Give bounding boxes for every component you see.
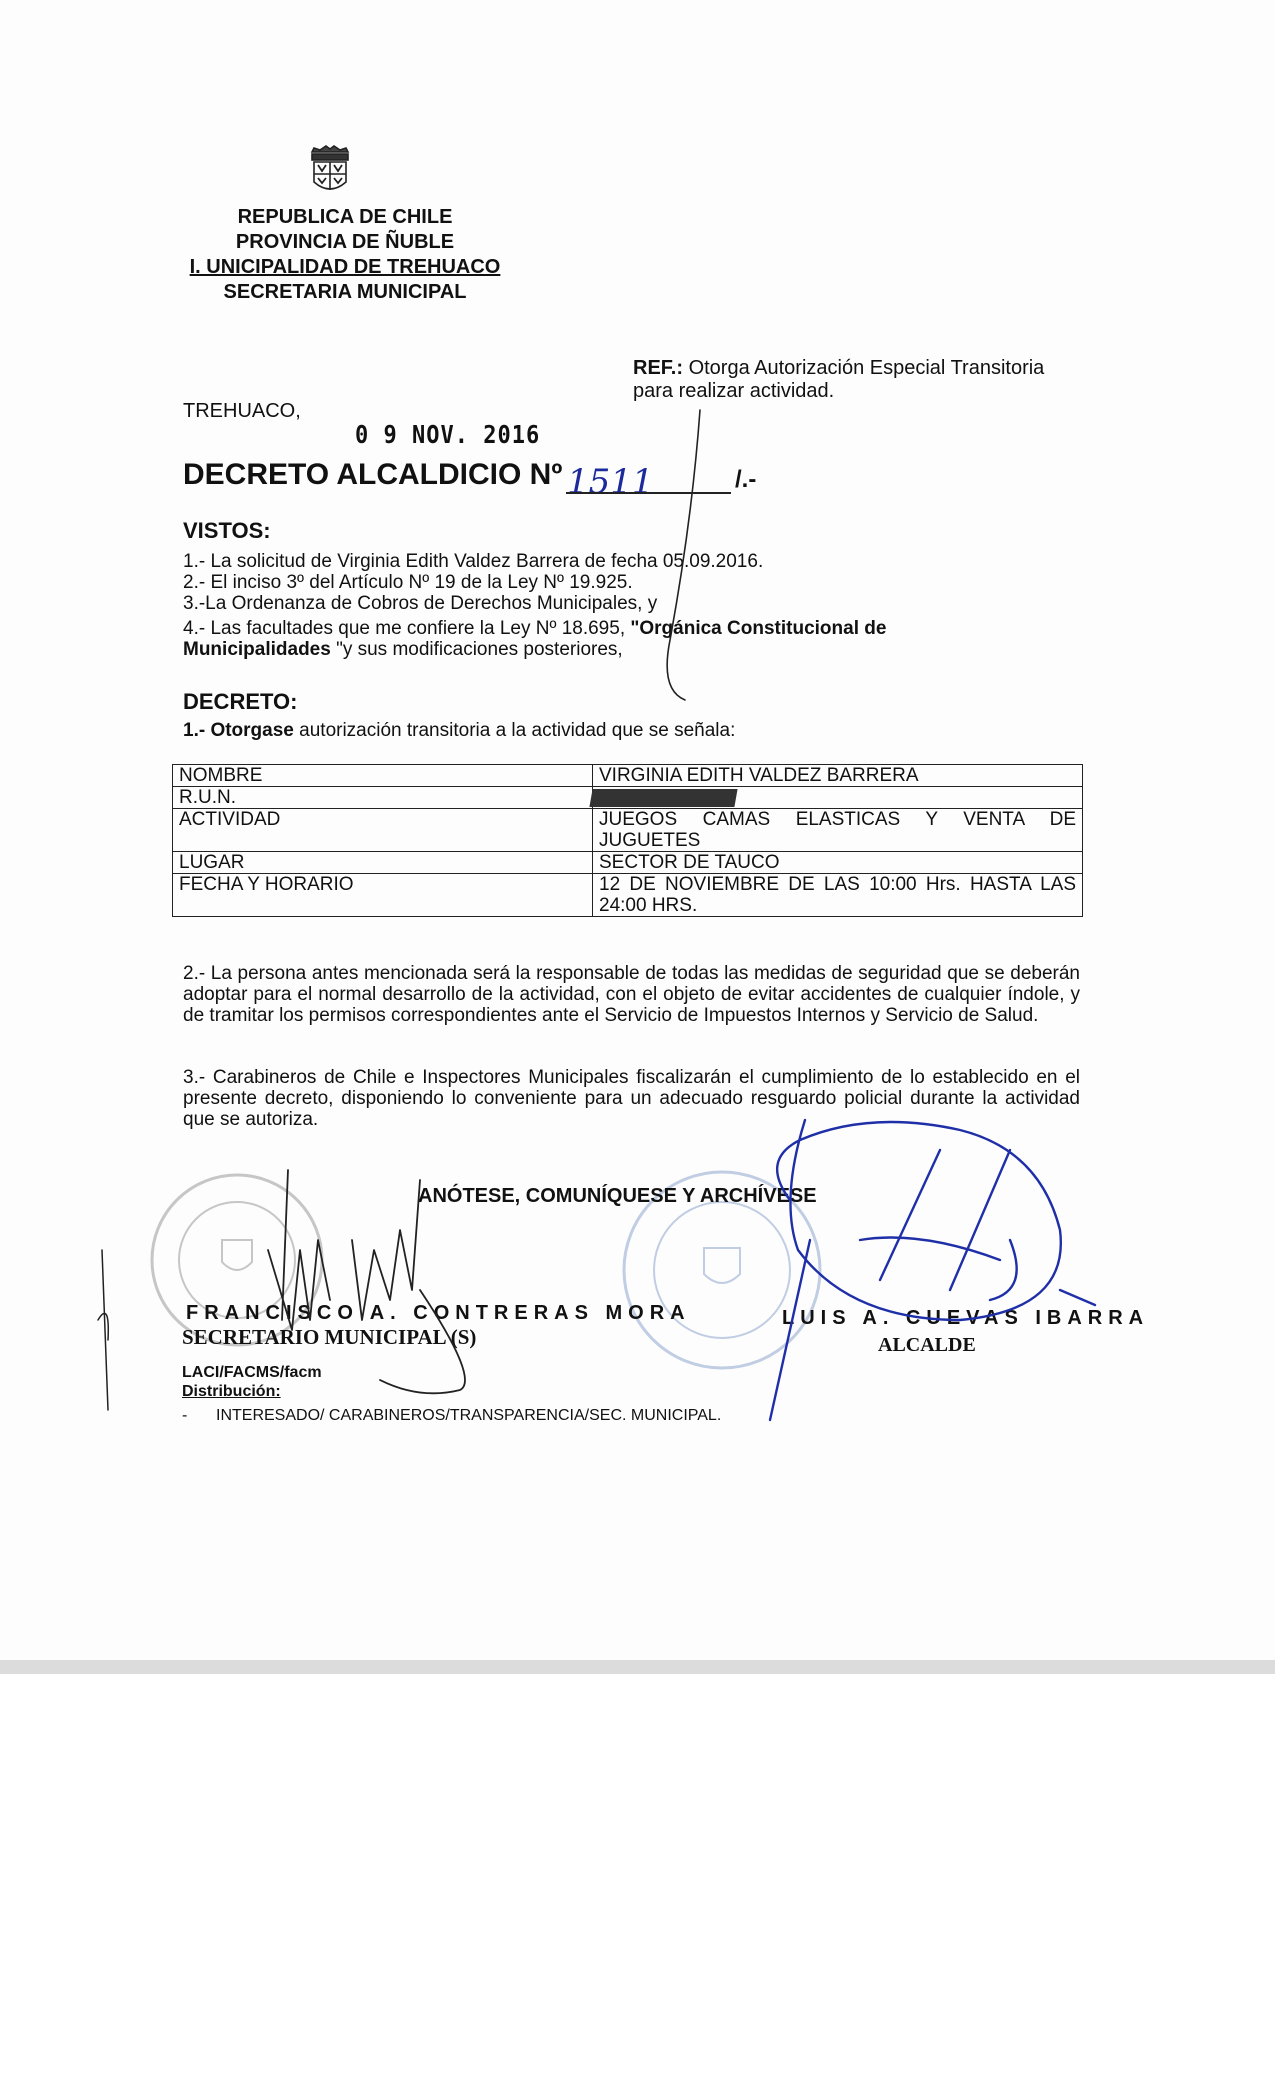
vistos-item-3: 3.-La Ordenanza de Cobros de Derechos Municipales, y: [183, 593, 658, 614]
header-municipality: I. UNICIPALIDAD DE TREHUACO: [189, 256, 501, 278]
reference-text-2: para realizar actividad.: [633, 380, 835, 402]
place-line: TREHUACO,: [183, 400, 301, 422]
paragraph-2: 2.- La persona antes mencionada será la responsable de todas las medidas de seguridad que se deberán adoptar para el normal desarrollo de la actividad, con el objeto de evitar accidentes de cualquier índole, y de tramitar los permisos correspondientes ante el Servicio de Impuestos Internos y Servicio de Salud.: [183, 963, 1080, 1026]
table-label-lugar: LUGAR: [173, 852, 593, 874]
table-label-run: R.U.N.: [173, 787, 593, 809]
vistos-item-2: 2.- El inciso 3º del Artículo Nº 19 de la Ley Nº 19.925.: [183, 572, 633, 593]
signatory-left-name: FRANCISCO A. CONTRERAS MORA: [186, 1302, 691, 1324]
header-province: PROVINCIA DE ÑUBLE: [235, 231, 455, 253]
table-value-actividad: JUEGOS CAMAS ELASTICAS Y VENTA DE JUGUETES: [593, 809, 1083, 852]
vistos-item-4-law-name: "Orgánica Constitucional de: [630, 618, 887, 639]
decreto-p1-verb: 1.- Otorgase: [183, 720, 294, 741]
table-value-lugar: SECTOR DE TAUCO: [593, 852, 1083, 874]
right-signature: [770, 1120, 1095, 1420]
left-margin-mark: [98, 1250, 108, 1410]
footer-initials: LACI/FACMS/facm: [182, 1364, 322, 1381]
header-department: SECRETARIA MUNICIPAL: [223, 281, 467, 303]
signatory-right-title: ALCALDE: [878, 1334, 976, 1356]
vistos-item-1: 1.- La solicitud de Virginia Edith Valdez Barrera de fecha 05.09.2016.: [183, 551, 764, 572]
decree-title-label: DECRETO ALCALDICIO Nº: [183, 458, 563, 491]
footer-distribution-list: INTERESADO/ CARABINEROS/TRANSPARENCIA/SEC. MUNICIPAL.: [216, 1407, 722, 1424]
signatory-left-title: SECRETARIO MUNICIPAL (S): [182, 1325, 477, 1349]
footer-distribution-dash: -: [182, 1407, 188, 1424]
table-value-fecha: 12 DE NOVIEMBRE DE LAS 10:00 Hrs. HASTA LAS 24:00 HRS.: [593, 874, 1083, 917]
paragraph-3: 3.- Carabineros de Chile e Inspectores Municipales fiscalizarán el cumplimiento de lo establecido en el presente decreto, disponiendo lo conveniente para un adecuado resguardo policial durante la actividad que se autoriza.: [183, 1067, 1080, 1130]
signatory-right-name: LUIS A. CUEVAS IBARRA: [782, 1307, 1150, 1329]
reference-text-1: Otorga Autorización Especial Transitoria: [688, 357, 1045, 379]
table-label-fecha: FECHA Y HORARIO: [173, 874, 593, 917]
decreto-p1-rest: autorización transitoria a la actividad que se señala:: [293, 720, 736, 741]
header-country: REPUBLICA DE CHILE: [237, 206, 453, 228]
table-label-nombre: NOMBRE: [173, 765, 593, 787]
vistos-item-4-text-b: "y sus modificaciones posteriores,: [330, 639, 623, 660]
decree-number-suffix: /.-: [735, 466, 757, 493]
table-value-nombre: VIRGINIA EDITH VALDEZ BARRERA: [593, 765, 1083, 787]
reference-label: REF.:: [633, 357, 683, 379]
closing-formula: ANÓTESE, COMUNÍQUESE Y ARCHÍVESE: [418, 1185, 817, 1207]
decree-number-handwritten: 1511: [567, 462, 654, 502]
left-signature: [268, 1170, 465, 1393]
footer-distribution-label: Distribución:: [182, 1383, 281, 1400]
decree-slash-stroke: [667, 410, 700, 700]
vistos-heading: VISTOS:: [183, 518, 271, 543]
vistos-item-4-text-a: 4.- Las facultades que me confiere la Ley Nº 18.695,: [183, 618, 631, 639]
date-stamp: 0 9 NOV. 2016: [355, 421, 541, 450]
decreto-heading: DECRETO:: [183, 689, 298, 714]
table-label-actividad: ACTIVIDAD: [173, 809, 593, 852]
vistos-item-4-law-name-2: Municipalidades: [183, 639, 331, 660]
